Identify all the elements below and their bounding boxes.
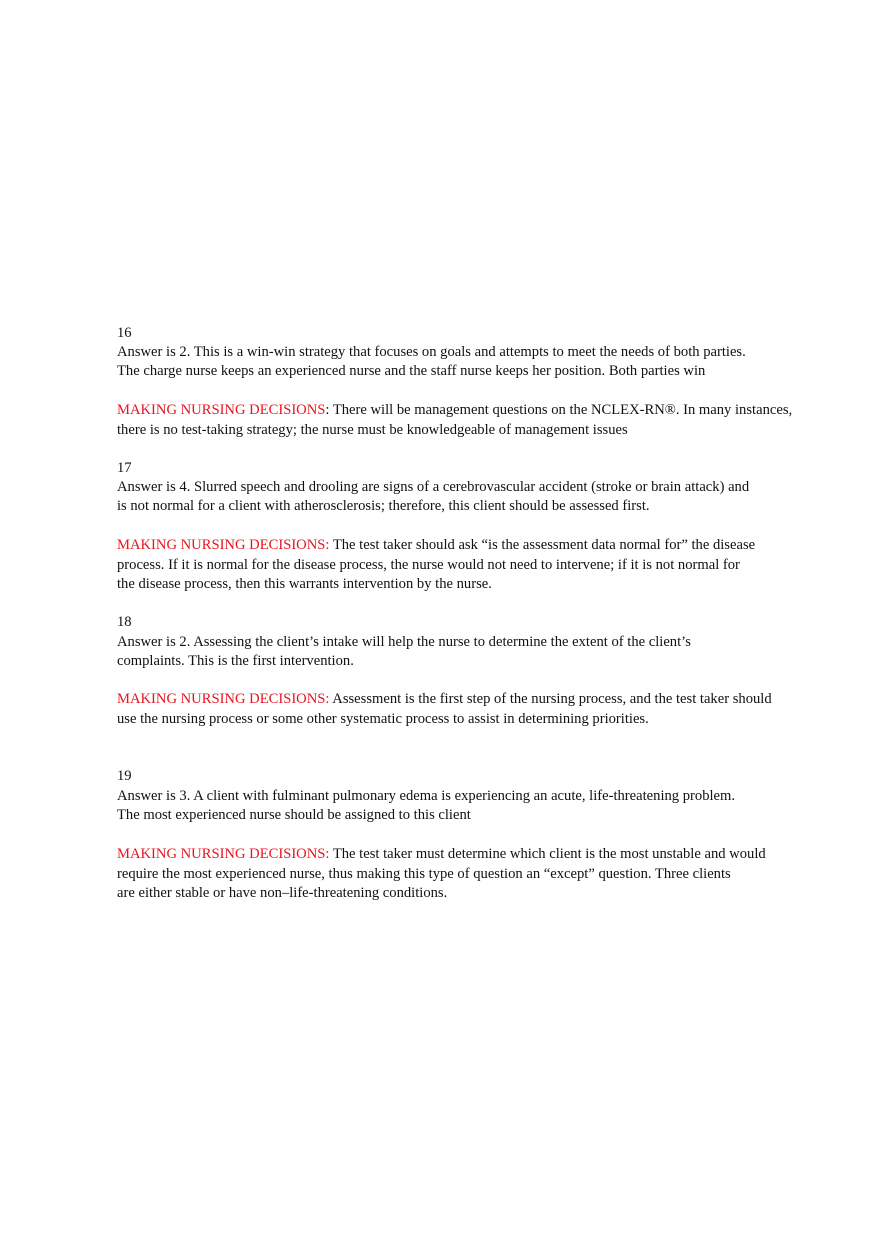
decision-19-line-1 xyxy=(117,845,766,864)
answer-16-line-2: The charge nurse keeps an experienced nurse and the staff nurse keeps her position. Both parties win xyxy=(117,363,706,379)
question-number-17: 17 xyxy=(117,460,132,476)
decision-19-text: The test taker must determine which client is the most unstable and would xyxy=(329,846,766,862)
answer-19-line-1: Answer is 3. A client with fulminant pulmonary edema is experiencing an acute, life-threatening problem. xyxy=(117,788,736,804)
question-number-16: 16 xyxy=(117,325,132,341)
decision-18-label: MAKING NURSING DECISIONS: xyxy=(117,691,330,707)
decision-18-line-1 xyxy=(117,690,772,709)
decision-19-line-3: are either stable or have non–life-threatening conditions. xyxy=(117,885,448,901)
decision-19-line-2: require the most experienced nurse, thus making this type of question an “except” question. Three clients xyxy=(117,866,731,882)
decision-16-label: MAKING NURSING DECISIONS xyxy=(117,402,326,418)
answer-17-line-2: is not normal for a client with atherosclerosis; therefore, this client should be assessed first. xyxy=(117,498,650,514)
answer-17-line-1: Answer is 4. Slurred speech and drooling are signs of a cerebrovascular accident (stroke or brain attack) and xyxy=(117,479,750,495)
answer-18-line-2: complaints. This is the first intervention. xyxy=(117,653,354,669)
decision-17-line-1 xyxy=(117,536,755,555)
decision-17-label: MAKING NURSING DECISIONS: xyxy=(117,537,330,553)
answer-16-line-1: Answer is 2. This is a win-win strategy that focuses on goals and attempts to meet the needs of both parties. xyxy=(117,344,746,360)
decision-17-line-3: the disease process, then this warrants intervention by the nurse. xyxy=(117,576,492,592)
decision-17-line-2: process. If it is normal for the disease process, the nurse would not need to intervene; if it is not normal for xyxy=(117,557,740,573)
question-number-19: 19 xyxy=(117,768,132,784)
decision-18-line-2: use the nursing process or some other systematic process to assist in determining priorities. xyxy=(117,711,649,727)
answer-19-line-2: The most experienced nurse should be assigned to this client xyxy=(117,807,471,823)
answer-18-line-1: Answer is 2. Assessing the client’s intake will help the nurse to determine the extent of the client’s xyxy=(117,634,691,650)
decision-18-text: Assessment is the first step of the nursing process, and the test taker should xyxy=(329,691,772,707)
decision-17-text: The test taker should ask “is the assessment data normal for” the disease xyxy=(329,537,756,553)
question-number-18: 18 xyxy=(117,614,132,630)
decision-16-line-1 xyxy=(117,401,792,420)
decision-16-line-2: there is no test-taking strategy; the nurse must be knowledgeable of management issues xyxy=(117,422,628,438)
decision-16-text: : There will be management questions on the NCLEX-RN®. In many instances, xyxy=(325,402,793,418)
decision-19-label: MAKING NURSING DECISIONS: xyxy=(117,846,330,862)
